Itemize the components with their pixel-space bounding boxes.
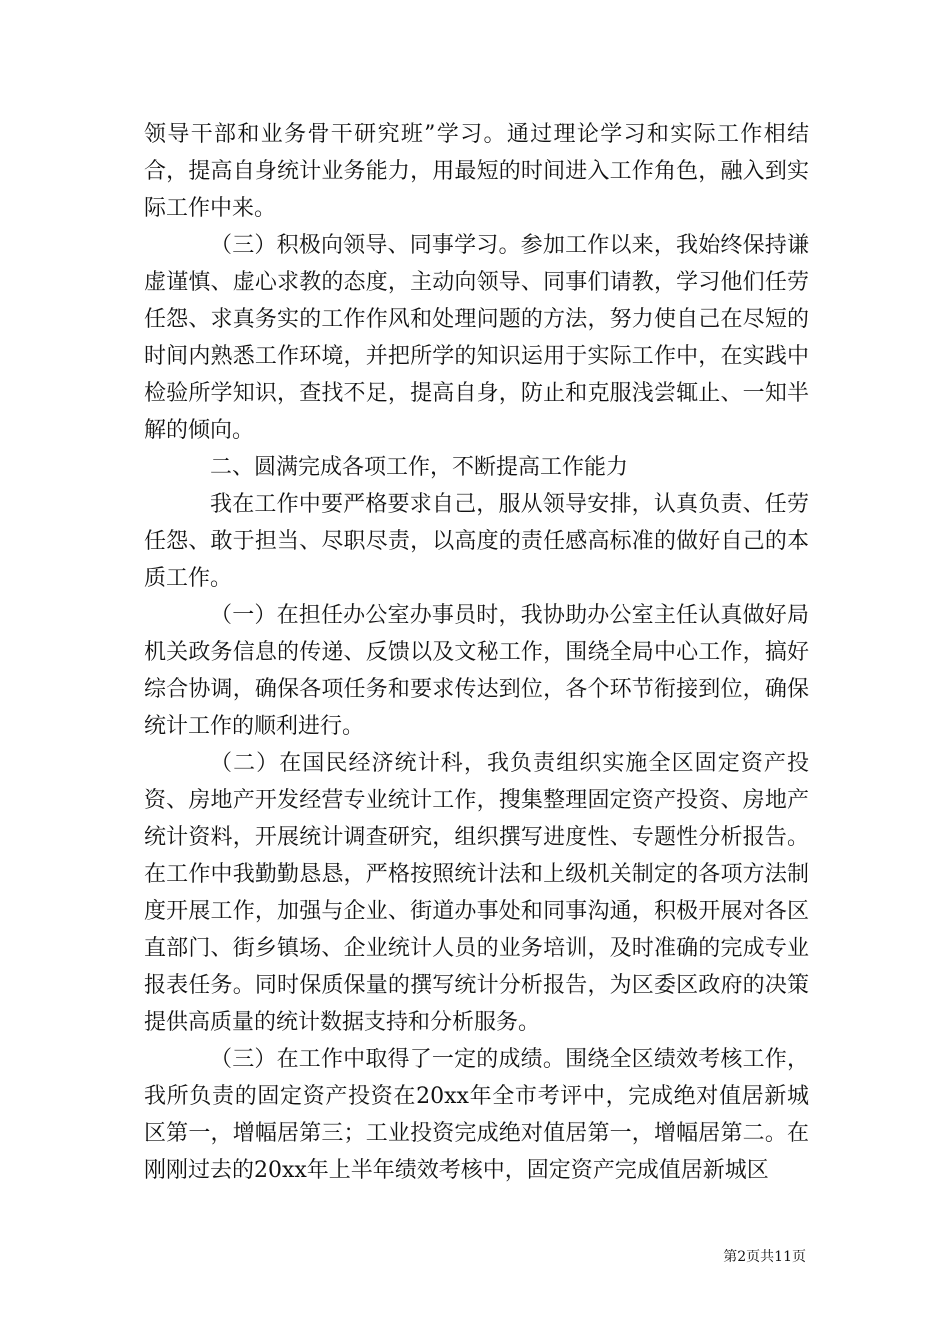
paragraph-1: 领导干部和业务骨干研究班”学习。通过理论学习和实际工作相结合，提高自身统计业务能力，用最短的时间进入工作角色，融入到实际工作中来。 (144, 122, 809, 221)
section-heading: 二、圆满完成各项工作，不断提高工作能力 (210, 455, 629, 480)
paragraph-2: （三）积极向领导、同事学习。参加工作以来，我始终保持谦虚谨慎、虚心求教的态度，主动向领导、同事们请教，学习他们任劳任怨、求真务实的工作作风和处理问题的方法，努力使自己在尽短的时间内熟悉工作环境，并把所学的知识运用于实际工作中，在实践中检验所学知识，查找不足，提高自身，防止和克服浅尝辄止、一知半解的倾向。 (144, 233, 809, 443)
paragraph-6: （三）在工作中取得了一定的成绩。围绕全区绩效考核工作，我所负责的固定资产投资在20xx年全市考评中，完成绝对值居新城区第一，增幅居第三；工业投资完成绝对值居第一，增幅居第二。在刚刚过去的20xx年上半年绩效考核中，固定资产完成值居新城区 (144, 1047, 809, 1183)
paragraph-3: 我在工作中要严格要求自己，服从领导安排，认真负责、任劳任怨、敢于担当、尽职尽责，以高度的责任感高标准的做好自己的本质工作。 (144, 492, 809, 591)
page-number-footer: 第2页共11页 (723, 1249, 806, 1265)
paragraph-4: （一）在担任办公室办事员时，我协助办公室主任认真做好局机关政务信息的传递、反馈以及文秘工作，围绕全局中心工作，搞好综合协调，确保各项任务和要求传达到位，各个环节衔接到位，确保统计工作的顺利进行。 (144, 603, 809, 739)
document-body (144, 116, 809, 1189)
paragraph-5: （二）在国民经济统计科，我负责组织实施全区固定资产投资、房地产开发经营专业统计工作，搜集整理固定资产投资、房地产统计资料，开展统计调查研究，组织撰写进度性、专题性分析报告。在工作中我勤勤恳恳，严格按照统计法和上级机关制定的各项方法制度开展工作，加强与企业、街道办事处和同事沟通，积极开展对各区直部门、街乡镇场、企业统计人员的业务培训，及时准确的完成专业报表任务。同时保质保量的撰写统计分析报告，为区委区政府的决策提供高质量的统计数据支持和分析服务。 (144, 751, 809, 1035)
